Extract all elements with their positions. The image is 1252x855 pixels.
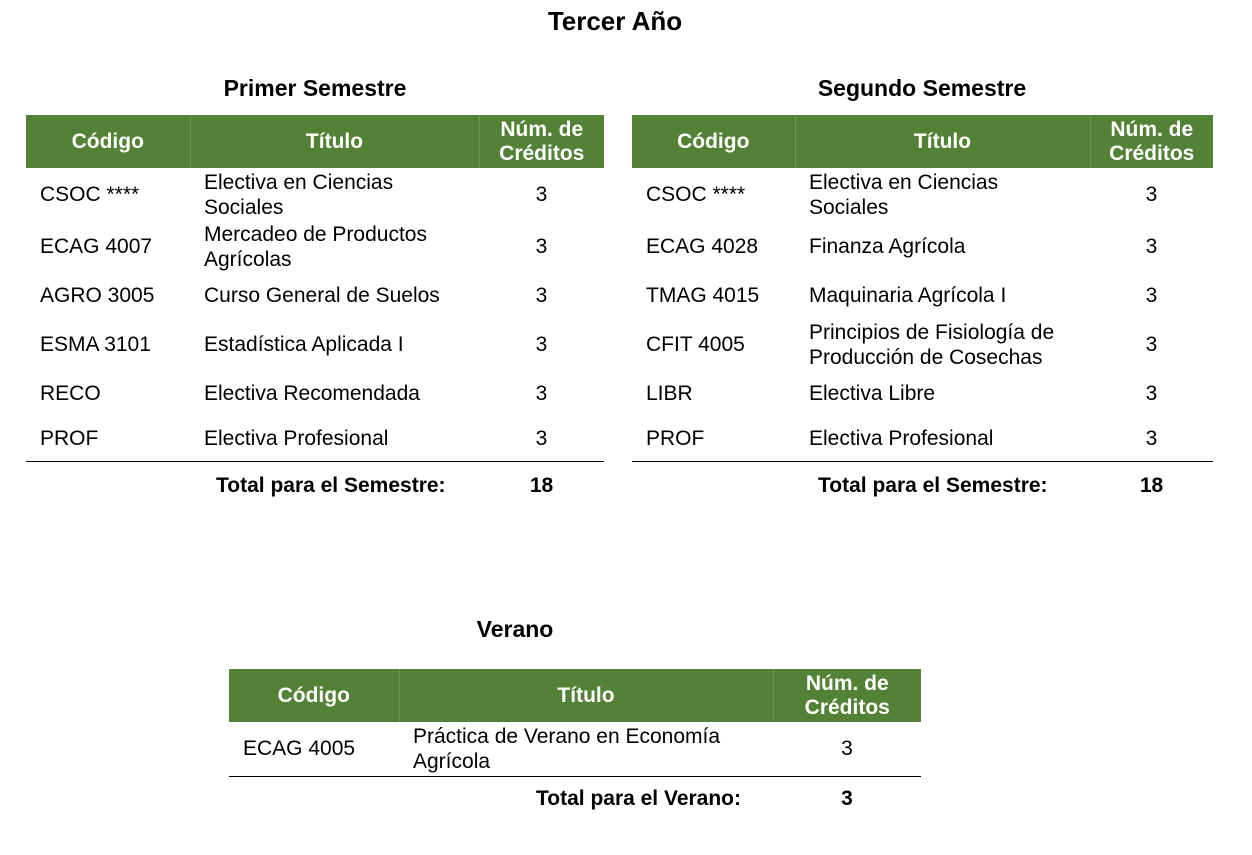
table-row xyxy=(26,370,604,417)
total-label: Total para el Semestre: xyxy=(216,474,446,497)
course-title: Electiva Libre xyxy=(809,382,936,405)
header-title: Título xyxy=(190,115,479,168)
course-code: PROF xyxy=(632,417,795,461)
course-title: Mercadeo de Productos Agrícolas xyxy=(204,222,427,271)
course-credits: 3 xyxy=(1145,333,1158,356)
header-title: Título xyxy=(399,669,773,722)
course-credits: 3 xyxy=(479,417,604,461)
course-title: Electiva en Ciencias Sociales xyxy=(809,170,999,219)
table-row xyxy=(632,168,1213,221)
course-code: ECAG 4028 xyxy=(646,235,759,258)
table-row xyxy=(632,272,1213,319)
course-title: Estadística Aplicada I xyxy=(204,333,404,356)
course-title: Curso General de Suelos xyxy=(204,284,440,307)
course-credits: 3 xyxy=(535,284,548,307)
table-header-row xyxy=(26,115,604,168)
course-code: AGRO 3005 xyxy=(40,284,155,307)
first-semester-total xyxy=(26,471,604,501)
course-title: Electiva en Ciencias Sociales xyxy=(204,170,394,219)
table-row xyxy=(26,319,604,370)
header-credits: Núm. de Créditos xyxy=(773,669,921,722)
course-credits: 3 xyxy=(1145,235,1158,258)
first-semester-section xyxy=(26,73,604,462)
course-title: Electiva Profesional xyxy=(190,417,479,461)
first-semester-title: Primer Semestre xyxy=(223,75,407,101)
second-semester-section xyxy=(632,73,1213,462)
course-credits: 3 xyxy=(773,722,921,776)
summer-section xyxy=(229,614,921,777)
course-credits: 3 xyxy=(535,235,548,258)
course-code: ESMA 3101 xyxy=(40,333,151,356)
course-code: LIBR xyxy=(646,382,693,405)
total-value: 3 xyxy=(841,787,853,810)
header-code: Código xyxy=(277,683,350,707)
course-title: Electiva Profesional xyxy=(795,417,1090,461)
course-code: RECO xyxy=(40,382,101,405)
course-code: ECAG 4007 xyxy=(40,235,153,258)
course-title: Finanza Agrícola xyxy=(809,235,966,258)
summer-title: Verano xyxy=(476,616,554,642)
table-row xyxy=(26,272,604,319)
table-row xyxy=(632,417,1213,461)
summer-total xyxy=(229,784,921,814)
course-code: CFIT 4005 xyxy=(646,333,745,356)
course-credits: 3 xyxy=(1145,382,1158,405)
course-credits: 3 xyxy=(535,183,548,206)
header-code: Código xyxy=(71,129,144,153)
header-title: Título xyxy=(795,115,1090,168)
course-code: CSOC **** xyxy=(40,183,140,206)
summer-table xyxy=(229,669,921,777)
header-code: Código xyxy=(677,129,750,153)
course-code: PROF xyxy=(26,417,190,461)
table-row xyxy=(632,319,1213,370)
table-row xyxy=(632,221,1213,272)
course-title: Principios de Fisiología de Producción de Cosechas xyxy=(809,320,1055,369)
course-credits: 3 xyxy=(535,382,548,405)
course-credits: 3 xyxy=(1145,284,1158,307)
table-header-row xyxy=(632,115,1213,168)
course-credits: 3 xyxy=(1090,417,1213,461)
course-title: Práctica de Verano en Economía Agrícola xyxy=(399,722,773,776)
total-value: 18 xyxy=(1139,474,1164,497)
page-title: Tercer Año xyxy=(547,6,683,36)
second-semester-title: Segundo Semestre xyxy=(817,75,1027,101)
course-credits: 3 xyxy=(1145,183,1158,206)
course-title: Maquinaria Agrícola I xyxy=(809,284,1007,307)
header-credits: Núm. de Créditos xyxy=(1090,115,1213,168)
table-row xyxy=(229,722,921,776)
total-label: Total para el Semestre: xyxy=(818,474,1048,497)
course-code: ECAG 4005 xyxy=(229,722,399,776)
total-label: Total para el Verano: xyxy=(536,787,742,810)
table-row xyxy=(26,417,604,461)
course-title: Electiva Recomendada xyxy=(204,382,420,405)
course-code: CSOC **** xyxy=(646,183,746,206)
first-semester-table xyxy=(26,115,604,462)
total-value: 18 xyxy=(529,474,554,497)
second-semester-table xyxy=(632,115,1213,462)
second-semester-total xyxy=(632,471,1213,501)
table-row xyxy=(26,221,604,272)
table-row xyxy=(26,168,604,221)
course-code: TMAG 4015 xyxy=(646,284,760,307)
table-header-row xyxy=(229,669,921,722)
header-credits: Núm. de Créditos xyxy=(479,115,604,168)
course-credits: 3 xyxy=(535,333,548,356)
table-row xyxy=(632,370,1213,417)
